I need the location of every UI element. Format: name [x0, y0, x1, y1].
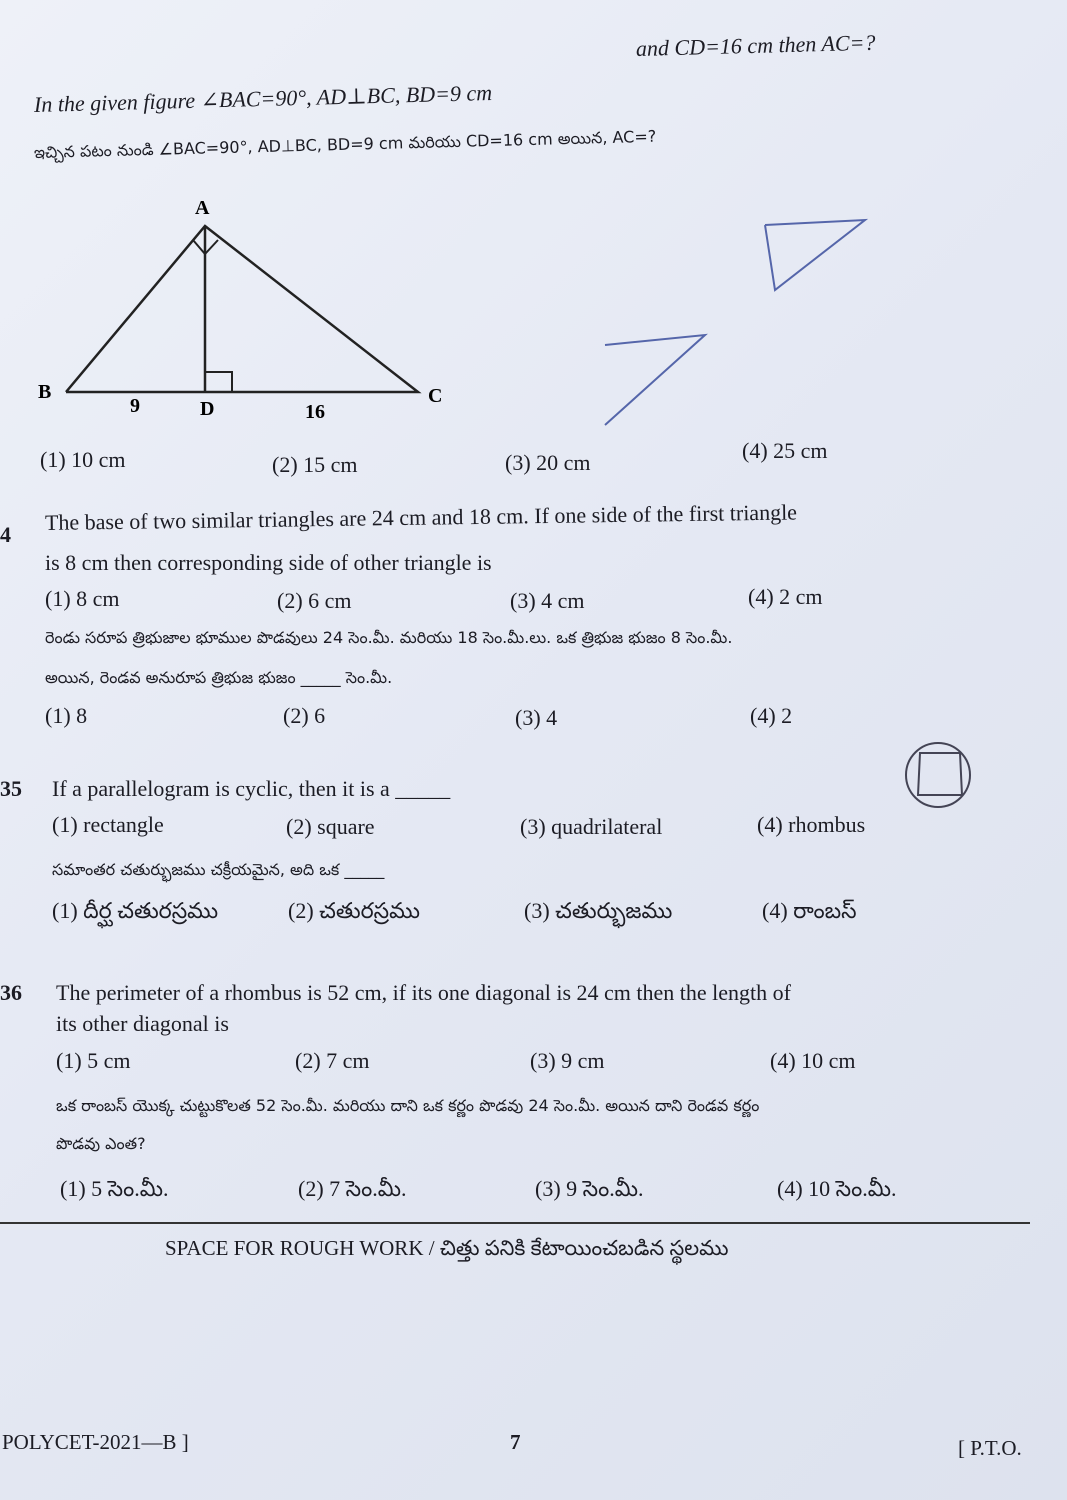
- rough-work-heading: SPACE FOR ROUGH WORK / చిత్తు పనికి కేటాయించబడిన స్థలము: [165, 1236, 729, 1260]
- q35-option-2[interactable]: (2) square: [286, 814, 375, 839]
- q36-telugu-line1: ఒక రాంబస్ యొక్క చుట్టుకొలత 52 సెం.మీ. మరియు దాని ఒక కర్ణం పొడవు 24 సెం.మీ. అయిన దాని రెండవ కర్ణం: [56, 1096, 760, 1115]
- q34-number: 4: [0, 522, 11, 547]
- q34-te-option-1[interactable]: (1) 8: [45, 703, 88, 728]
- label-a: A: [195, 197, 210, 219]
- q34-telugu-line2: అయిన, రెండవ అనురూప త్రిభుజ భుజం _____ సెం.మీ.: [45, 668, 393, 687]
- q35-telugu: సమాంతర చతుర్భుజము చక్రీయమైన, అది ఒక _____: [52, 860, 385, 879]
- q34-option-2[interactable]: (2) 6 cm: [277, 588, 352, 613]
- handwritten-circle-sketch: [900, 735, 980, 815]
- q33-option-4[interactable]: (4) 25 cm: [742, 438, 828, 463]
- q36-option-3[interactable]: (3) 9 cm: [530, 1048, 605, 1073]
- q36-number: 36: [0, 980, 22, 1005]
- q36-te-option-3[interactable]: (3) 9 సెం.మీ.: [535, 1176, 644, 1201]
- q36-option-1[interactable]: (1) 5 cm: [56, 1048, 131, 1073]
- q34-option-1[interactable]: (1) 8 cm: [45, 586, 120, 611]
- q36-te-option-1[interactable]: (1) 5 సెం.మీ.: [60, 1176, 169, 1201]
- q34-option-3[interactable]: (3) 4 cm: [510, 588, 585, 613]
- q34-english-line2: is 8 cm then corresponding side of other triangle is: [45, 550, 492, 575]
- q33-option-1[interactable]: (1) 10 cm: [40, 447, 126, 472]
- q36-english-line1: The perimeter of a rhombus is 52 cm, if its one diagonal is 24 cm then the length of: [56, 980, 791, 1005]
- q33-telugu: ఇచ్చిన పటం నుండి ∠BAC=90°, AD⊥BC, BD=9 cm మరియు CD=16 cm అయిన, AC=?: [33, 126, 657, 162]
- handwritten-sketches: [560, 200, 890, 440]
- q35-te-option-3[interactable]: (3) చతుర్భుజము: [524, 898, 673, 923]
- label-bd: 9: [130, 395, 140, 417]
- q33-option-2[interactable]: (2) 15 cm: [272, 452, 358, 477]
- q36-option-2[interactable]: (2) 7 cm: [295, 1048, 370, 1073]
- q36-english-line2: its other diagonal is: [56, 1011, 229, 1036]
- label-c: C: [428, 385, 443, 407]
- pto-label: [ P.T.O.: [958, 1436, 1022, 1460]
- q36-te-option-4[interactable]: (4) 10 సెం.మీ.: [777, 1176, 897, 1201]
- q34-te-option-4[interactable]: (4) 2: [750, 703, 793, 728]
- q33-english-start: In the given figure ∠BAC=90°, AD⊥BC, BD=9 cm: [33, 80, 493, 117]
- q35-te-option-2[interactable]: (2) చతురస్రము: [288, 898, 420, 923]
- q34-te-option-3[interactable]: (3) 4: [515, 705, 558, 730]
- q35-te-option-4[interactable]: (4) రాంబస్: [762, 898, 857, 923]
- divider-line: [0, 1222, 1030, 1224]
- q35-number: 35: [0, 776, 22, 801]
- q34-te-option-2[interactable]: (2) 6: [283, 703, 326, 728]
- triangle-figure: [30, 190, 470, 430]
- q34-telugu-line1: రెండు సరూప త్రిభుజాల భూముల పొడవులు 24 సెం.మీ. మరియు 18 సెం.మీ.లు. ఒక త్రిభుజ భుజం 8 సెం.మీ.: [45, 628, 733, 647]
- footer-exam-code: POLYCET-2021—B ]: [2, 1430, 189, 1454]
- q36-te-option-2[interactable]: (2) 7 సెం.మీ.: [298, 1176, 407, 1201]
- q33-english-end: and CD=16 cm then AC=?: [635, 29, 876, 61]
- label-dc: 16: [305, 401, 325, 423]
- page-number: 7: [510, 1430, 521, 1454]
- q35-te-option-1[interactable]: (1) దీర్ఘ చతురస్రము: [52, 898, 219, 923]
- q36-option-4[interactable]: (4) 10 cm: [770, 1048, 856, 1073]
- q35-option-3[interactable]: (3) quadrilateral: [520, 814, 663, 839]
- label-d: D: [200, 398, 215, 420]
- q36-telugu-line2: పొడవు ఎంత?: [56, 1134, 146, 1153]
- q34-option-4[interactable]: (4) 2 cm: [748, 584, 823, 609]
- q34-english-line1: The base of two similar triangles are 24 cm and 18 cm. If one side of the first triangle: [44, 499, 798, 535]
- q35-option-4[interactable]: (4) rhombus: [757, 812, 866, 837]
- q33-option-3[interactable]: (3) 20 cm: [505, 450, 591, 475]
- q35-english: If a parallelogram is cyclic, then it is a _____: [52, 776, 451, 801]
- q35-option-1[interactable]: (1) rectangle: [52, 812, 164, 837]
- label-b: B: [38, 381, 52, 403]
